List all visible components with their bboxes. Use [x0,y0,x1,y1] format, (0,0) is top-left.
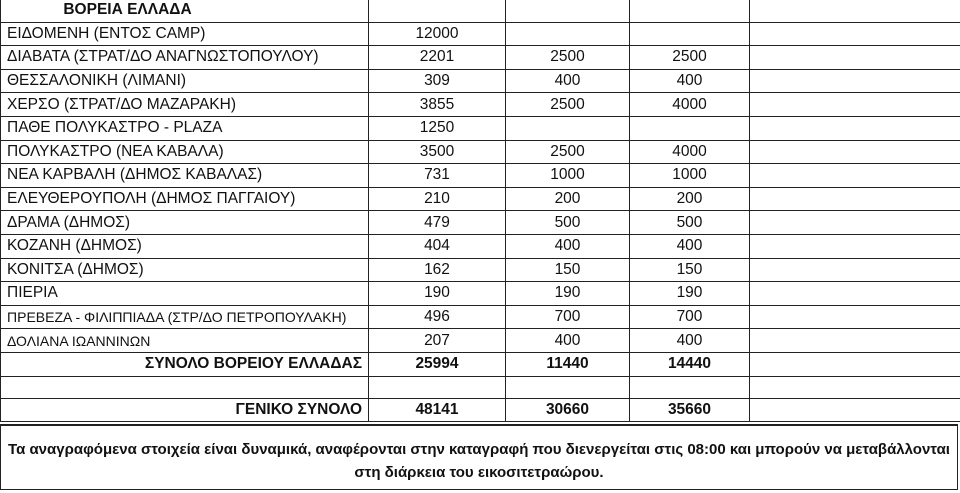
disclaimer-note: Τα αναγραφόμενα στοιχεία είναι δυναμικά, αναφέρονται στην καταγραφή που διενεργείται στις 08:00 και μπορούν να μεταβάλλονται στη διάρκεια του εικοσιτετραώρου. [0,424,958,490]
value-2: 400 [506,234,630,258]
table-row [1,69,960,93]
table-row [1,258,960,282]
value-1: 479 [369,211,506,235]
table-row [1,22,960,46]
value-3: 400 [630,329,750,353]
location-name: ΠΑΘΕ ΠΟΛΥΚΑΣΤΡΟ - PLAZA [1,116,369,140]
value-3: 1000 [630,164,750,188]
value-1: 3500 [369,140,506,164]
value-1: 210 [369,187,506,211]
value-2: 150 [506,258,630,282]
total-label: ΓΕΝΙΚΟ ΣΥΝΟΛΟ [1,398,369,422]
location-name: ΕΛΕΥΘΕΡΟΥΠΟΛΗ (ΔΗΜΟΣ ΠΑΓΓΑΙΟΥ) [1,187,369,211]
blank-row [1,376,960,398]
location-name: ΘΕΣΣΑΛΟΝΙΚΗ (ΛΙΜΑΝΙ) [1,69,369,93]
location-name: ΠΟΛΥΚΑΣΤΡΟ (ΝΕΑ ΚΑΒΑΛΑ) [1,140,369,164]
value-3 [630,116,750,140]
table-row [1,234,960,258]
table-row [1,116,960,140]
value-2: 2500 [506,140,630,164]
subtotal-value-1: 25994 [369,352,506,376]
value-3: 4000 [630,93,750,117]
location-name: ΠΡΕΒΕΖΑ - ΦΙΛΙΠΠΙΑΔΑ (ΣΤΡ/ΔΟ ΠΕΤΡΟΠΟΥΛΑΚΗ) [1,305,369,329]
value-2: 400 [506,69,630,93]
value-3: 500 [630,211,750,235]
total-value-2: 30660 [506,398,630,422]
value-2: 190 [506,282,630,306]
location-name: ΚΟΖΑΝΗ (ΔΗΜΟΣ) [1,234,369,258]
subtotal-row [1,352,960,376]
value-2: 400 [506,329,630,353]
value-3: 190 [630,282,750,306]
value-3: 2500 [630,46,750,70]
value-1: 1250 [369,116,506,140]
value-1: 404 [369,234,506,258]
location-name: ΔΡΑΜΑ (ΔΗΜΟΣ) [1,211,369,235]
total-value-3: 35660 [630,398,750,422]
subtotal-value-3: 14440 [630,352,750,376]
value-2: 1000 [506,164,630,188]
value-2: 700 [506,305,630,329]
value-2: 200 [506,187,630,211]
value-1: 496 [369,305,506,329]
value-3: 200 [630,187,750,211]
section-title: ΒΟΡΕΙΑ ΕΛΛΑΔΑ [1,0,369,22]
value-3: 700 [630,305,750,329]
value-2 [506,22,630,46]
value-1: 731 [369,164,506,188]
subtotal-value-2: 11440 [506,352,630,376]
location-name: ΝΕΑ ΚΑΡΒΑΛΗ (ΔΗΜΟΣ ΚΑΒΑΛΑΣ) [1,164,369,188]
subtotal-label: ΣΥΝΟΛΟ ΒΟΡΕΙΟΥ ΕΛΛΑΔΑΣ [1,352,369,376]
value-3 [630,22,750,46]
table-row [1,140,960,164]
value-2: 500 [506,211,630,235]
table-row [1,282,960,306]
value-1: 207 [369,329,506,353]
value-1: 190 [369,282,506,306]
value-2: 2500 [506,93,630,117]
value-1: 3855 [369,93,506,117]
table-row [1,46,960,70]
value-1: 162 [369,258,506,282]
table-row [1,211,960,235]
value-1: 309 [369,69,506,93]
location-name: ΧΕΡΣΟ (ΣΤΡΑΤ/ΔΟ ΜΑΖΑΡΑΚΗ) [1,93,369,117]
location-name: ΕΙΔΟΜΕΝΗ (ΕΝΤΟΣ CAMP) [1,22,369,46]
value-3: 150 [630,258,750,282]
location-name: ΠΙΕΡΙΑ [1,282,369,306]
value-2: 2500 [506,46,630,70]
table-row [1,329,960,353]
location-name: ΔΙΑΒΑΤΑ (ΣΤΡΑΤ/ΔΟ ΑΝΑΓΝΩΣΤΟΠΟΥΛΟΥ) [1,46,369,70]
value-1: 2201 [369,46,506,70]
value-1: 12000 [369,22,506,46]
total-value-1: 48141 [369,398,506,422]
location-name: ΔΟΛΙΑΝΑ ΙΩΑΝΝΙΝΩΝ [1,329,369,353]
value-3: 4000 [630,140,750,164]
location-name: ΚΟΝΙΤΣΑ (ΔΗΜΟΣ) [1,258,369,282]
value-2 [506,116,630,140]
table-row [1,93,960,117]
table-row [1,305,960,329]
value-3: 400 [630,234,750,258]
table-row [1,164,960,188]
value-3: 400 [630,69,750,93]
title-row [1,0,960,22]
table-row [1,187,960,211]
total-row [1,398,960,422]
